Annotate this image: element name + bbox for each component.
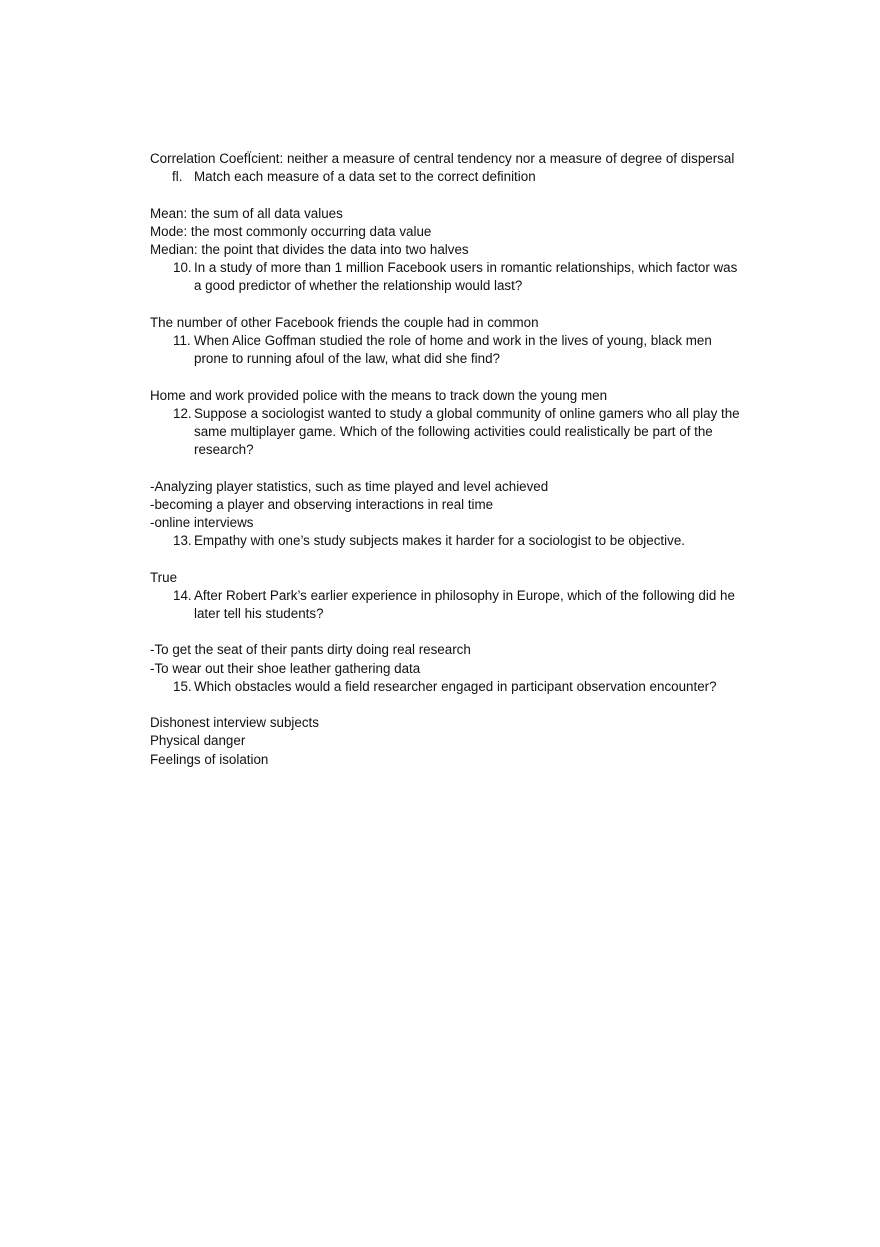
- question-14-text: After Robert Park’s earlier experience in philosophy in Europe, which of the following did he later tell his students?: [194, 587, 735, 621]
- question-14-answers: [150, 641, 740, 677]
- question-12-number: 12.: [173, 405, 192, 421]
- question-9: [150, 168, 740, 186]
- question-12: [150, 405, 740, 460]
- question-14: [150, 587, 740, 623]
- question-9-text: Match each measure of a data set to the correct definition: [194, 169, 536, 185]
- answer-line: -To get the seat of their pants dirty doing real research: [150, 642, 471, 658]
- answer-line: Feelings of isolation: [150, 751, 269, 767]
- correlation-answer: Correlation CoefЇcient: neither a measure of central tendency nor a measure of degree of dispersal: [150, 151, 735, 166]
- question-15-text: Which obstacles would a field researcher engaged in participant observation encounter?: [194, 678, 717, 694]
- question-13-answer: True: [150, 569, 178, 585]
- question-9-answers: [150, 205, 740, 260]
- question-14-number: 14.: [173, 587, 192, 603]
- question-13: [150, 532, 740, 550]
- answer-line: -To wear out their shoe leather gathering data: [150, 660, 421, 676]
- question-10: [150, 259, 740, 295]
- question-12-text: Suppose a sociologist wanted to study a global community of online gamers who all play the same multiplayer game. Which of the following activities could realistically be part of the research?: [194, 405, 740, 458]
- question-9-number: ﬂ.: [172, 169, 183, 185]
- answer-line: Physical danger: [150, 733, 246, 749]
- question-11-text: When Alice Goffman studied the role of home and work in the lives of young, black men prone to running afoul of the law, what did she find?: [194, 333, 712, 367]
- answer-line: Mode: the most commonly occurring data value: [150, 223, 432, 239]
- answer-line: Median: the point that divides the data into two halves: [150, 242, 469, 257]
- question-13-text: Empathy with one’s study subjects makes it harder for a sociologist to be objective.: [194, 533, 685, 549]
- question-11-number: 11.: [173, 333, 191, 348]
- document-page: [150, 150, 740, 769]
- question-12-answers: [150, 478, 740, 533]
- question-10-answer: The number of other Facebook friends the couple had in common: [150, 314, 539, 330]
- question-15-answers: [150, 714, 740, 769]
- question-11-answer: Home and work provided police with the means to track down the young men: [150, 387, 608, 403]
- answer-line: -online interviews: [150, 515, 254, 530]
- question-10-number: 10.: [173, 260, 192, 276]
- question-15: [150, 678, 740, 696]
- answer-line: -Analyzing player statistics, such as time played and level achieved: [150, 478, 549, 494]
- question-13-number: 13.: [173, 533, 192, 549]
- question-10-text: In a study of more than 1 million Facebook users in romantic relationships, which factor was a good predictor of whether the relationship would last?: [194, 260, 738, 294]
- question-15-number: 15.: [173, 678, 192, 694]
- question-11: [150, 332, 740, 368]
- answer-line: -becoming a player and observing interactions in real time: [150, 496, 494, 512]
- answer-line: Mean: the sum of all data values: [150, 205, 343, 221]
- answer-line: Dishonest interview subjects: [150, 715, 319, 731]
